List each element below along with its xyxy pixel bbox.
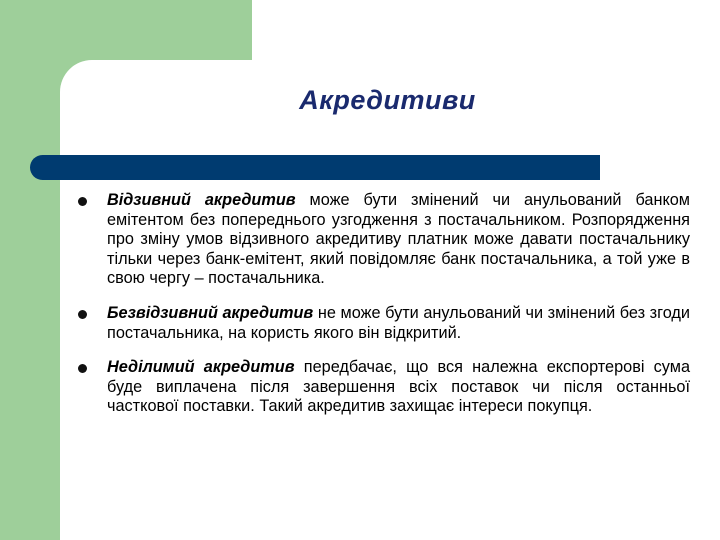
bullet-item-irrevocable [78, 304, 690, 343]
bullet-term: Відзивний акредитив [107, 191, 296, 209]
bullet-text: може бути змінений чи анульований банком емітентом без попереднього узгодження з постачальником. Розпорядження про зміну умов відзивного акредитиву платник може давати постачальнику тільки через банк-емітент, який повідомляє банк постачальника, а той уже в свою чергу – постачальника. [107, 191, 690, 288]
slide-title: Акредитиви [299, 85, 476, 115]
bullet-list [78, 191, 690, 432]
bullet-dot-icon [78, 197, 87, 206]
decorative-green-strip [0, 60, 60, 540]
bullet-item-revocable [78, 191, 690, 289]
bullet-dot-icon [78, 364, 87, 373]
bullet-term: Безвідзивний акредитив [107, 303, 314, 322]
bullet-term: Неділимий акредитив [107, 358, 295, 377]
title-underline-bar [30, 155, 600, 180]
bullet-dot-icon [78, 310, 87, 319]
bullet-text: передбачає, що вся належна експортерові сума буде виплачена після завершення всіх поставок чи після останньої часткової поставки. Такий акредитив захищає інтереси покупця. [107, 358, 691, 416]
bullet-text: не може бути анульований чи змінений без згоди постачальника, на користь якого він відкритий. [107, 303, 691, 342]
bullet-item-indivisible [78, 358, 690, 417]
